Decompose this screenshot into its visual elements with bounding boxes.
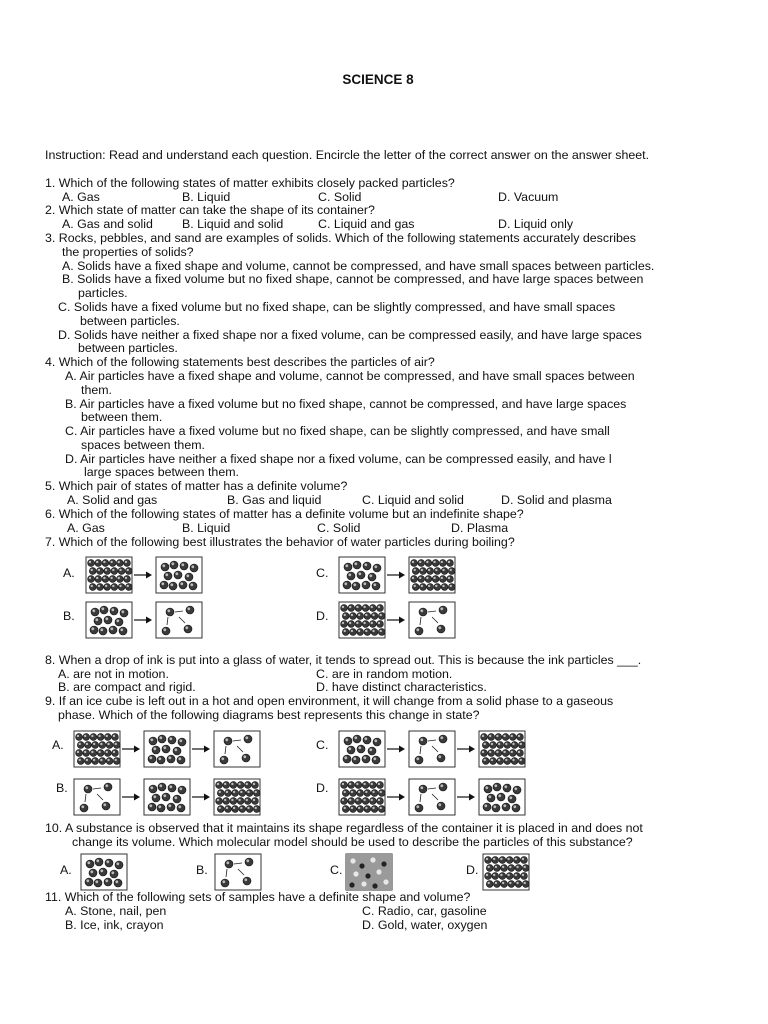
q3-choice-d-cont: between particles. <box>78 341 178 355</box>
particle-box <box>339 602 385 638</box>
question-11: 11. Which of the following sets of samples have a definite shape and volume? <box>45 890 471 904</box>
particle-box <box>409 779 455 815</box>
particle-box <box>74 779 120 815</box>
q8-choice-b[interactable]: B. are compact and rigid. <box>58 680 196 694</box>
particle-box <box>214 731 260 767</box>
q3-choice-a[interactable]: A. Solids have a fixed shape and volume, cannot be compressed, and have small spaces between particles. <box>62 259 655 273</box>
particle-box <box>215 854 261 890</box>
q1-choice-b[interactable]: B. Liquid <box>182 190 231 204</box>
question-8: 8. When a drop of ink is put into a glass of water, it tends to spread out. This is because the ink particles ___. <box>45 653 642 667</box>
q3-choice-b[interactable]: B. Solids have a fixed volume but no fixed shape, cannot be compressed, and have large spaces between <box>62 272 644 286</box>
q7-choice-a[interactable]: A. <box>63 566 75 580</box>
q3-choice-c[interactable]: C. Solids have a fixed volume but no fixed shape, can be slightly compressed, and have small spaces <box>58 300 616 314</box>
q7-diagram-b <box>85 600 205 642</box>
q11-choice-a[interactable]: A. Stone, nail, pen <box>65 904 167 918</box>
q7-choice-b[interactable]: B. <box>63 609 75 623</box>
particle-box <box>409 731 455 767</box>
question-4: 4. Which of the following statements best describes the particles of air? <box>45 355 435 369</box>
q4-choice-d[interactable]: D. Air particles have neither a fixed shape nor a fixed volume, can be compressed easily, and have l <box>65 452 612 466</box>
q6-choice-d[interactable]: D. Plasma <box>451 521 509 535</box>
particle-box <box>214 779 260 815</box>
q11-choice-c[interactable]: C. Radio, car, gasoline <box>362 904 487 918</box>
particle-box <box>144 779 190 815</box>
q3-choice-d[interactable]: D. Solids have neither a fixed shape nor a fixed volume, can be compressed easily, and have large spaces <box>58 328 642 342</box>
q9-choice-d[interactable]: D. <box>316 781 329 795</box>
particle-box <box>86 602 132 638</box>
q7-diagram-d <box>338 600 458 642</box>
particle-box <box>409 602 455 638</box>
q4-choice-b[interactable]: B. Air particles have a fixed volume but no fixed shape, cannot be compressed, and have large spaces <box>65 397 627 411</box>
particle-box <box>86 557 132 593</box>
q4-choice-c[interactable]: C. Air particles have a fixed volume but no fixed shape, can be slightly compressed, and have small <box>65 424 610 438</box>
particle-box <box>479 731 525 767</box>
q10-model-a <box>80 852 130 892</box>
q10-choice-d[interactable]: D. <box>466 863 479 877</box>
q4-choice-d-cont: large spaces between them. <box>84 465 239 479</box>
question-7: 7. Which of the following best illustrates the behavior of water particles during boiling? <box>45 535 515 549</box>
particle-box <box>156 602 202 638</box>
q3-choice-c-cont: between particles. <box>80 314 180 328</box>
q7-choice-d[interactable]: D. <box>316 609 329 623</box>
q10-choice-b[interactable]: B. <box>196 863 208 877</box>
question-3: 3. Rocks, pebbles, and sand are examples of solids. Which of the following statements accurately describes <box>45 231 636 245</box>
q9-diagram-a <box>73 729 273 771</box>
particle-box <box>483 854 529 890</box>
q11-choice-b[interactable]: B. Ice, ink, crayon <box>65 918 164 932</box>
q2-choice-a[interactable]: A. Gas and solid <box>62 217 153 231</box>
particle-box <box>339 557 385 593</box>
q6-choice-c[interactable]: C. Solid <box>317 521 361 535</box>
q10-model-b <box>214 852 264 892</box>
question-10: 10. A substance is observed that it maintains its shape regardless of the container it is placed in and does not <box>45 821 643 835</box>
particle-box <box>144 731 190 767</box>
q5-choice-b[interactable]: B. Gas and liquid <box>227 493 322 507</box>
q7-diagram-a <box>85 555 205 597</box>
question-9: 9. If an ice cube is left out in a hot and open environment, it will change from a solid phase to a gaseous <box>45 694 614 708</box>
q5-choice-d[interactable]: D. Solid and plasma <box>501 493 612 507</box>
particle-box <box>74 731 120 767</box>
question-1: 1. Which of the following states of matter exhibits closely packed particles? <box>45 176 455 190</box>
q1-choice-d[interactable]: D. Vacuum <box>498 190 559 204</box>
q4-choice-c-cont: spaces between them. <box>81 438 205 452</box>
q10-choice-a[interactable]: A. <box>60 863 72 877</box>
question-3-cont: the properties of solids? <box>62 245 194 259</box>
question-6: 6. Which of the following states of matter has a definite volume but an indefinite shape? <box>45 507 524 521</box>
q8-choice-d[interactable]: D. have distinct characteristics. <box>316 680 487 694</box>
particle-box <box>479 779 525 815</box>
q10-choice-c[interactable]: C. <box>330 863 343 877</box>
q3-choice-b-cont: particles. <box>78 286 128 300</box>
q8-choice-c[interactable]: C. are in random motion. <box>316 667 453 681</box>
q9-choice-b[interactable]: B. <box>56 781 68 795</box>
particle-box <box>81 854 127 890</box>
q9-diagram-b <box>73 777 273 819</box>
q7-choice-c[interactable]: C. <box>316 566 329 580</box>
q4-choice-b-cont: between them. <box>81 410 163 424</box>
q7-diagram-c <box>338 555 458 597</box>
q10-model-d <box>482 852 532 892</box>
q9-choice-a[interactable]: A. <box>52 738 64 752</box>
q6-choice-b[interactable]: B. Liquid <box>182 521 231 535</box>
particle-box <box>156 557 202 593</box>
q9-choice-c[interactable]: C. <box>316 738 329 752</box>
q2-choice-c[interactable]: C. Liquid and gas <box>318 217 415 231</box>
q2-choice-d[interactable]: D. Liquid only <box>498 217 574 231</box>
q1-choice-c[interactable]: C. Solid <box>318 190 362 204</box>
q9-diagram-d <box>338 777 538 819</box>
q9-diagram-c <box>338 729 538 771</box>
question-9-cont: phase. Which of the following diagrams best represents this change in state? <box>58 708 480 722</box>
question-2: 2. Which state of matter can take the shape of its container? <box>45 203 375 217</box>
q6-choice-a[interactable]: A. Gas <box>67 521 105 535</box>
q4-choice-a[interactable]: A. Air particles have a fixed shape and volume, cannot be compressed, and have small spaces between <box>65 369 635 383</box>
q11-choice-d[interactable]: D. Gold, water, oxygen <box>362 918 488 932</box>
particle-box <box>409 557 455 593</box>
q2-choice-b[interactable]: B. Liquid and solid <box>182 217 284 231</box>
instruction: Instruction: Read and understand each question. Encircle the letter of the correct answer on the answer sheet. <box>45 148 650 162</box>
q4-choice-a-cont: them. <box>81 383 112 397</box>
particle-box <box>339 731 385 767</box>
question-10-cont: change its volume. Which molecular model should be used to describe the particles of this substance? <box>72 835 633 849</box>
q5-choice-a[interactable]: A. Solid and gas <box>67 493 158 507</box>
question-5: 5. Which pair of states of matter has a definite volume? <box>45 479 348 493</box>
particle-box <box>339 779 385 815</box>
q8-choice-a[interactable]: A. are not in motion. <box>58 667 169 681</box>
page-title: SCIENCE 8 <box>342 72 414 87</box>
q10-model-c <box>345 852 395 892</box>
q1-choice-a[interactable]: A. Gas <box>62 190 100 204</box>
q5-choice-c[interactable]: C. Liquid and solid <box>362 493 464 507</box>
particle-box <box>346 854 392 890</box>
